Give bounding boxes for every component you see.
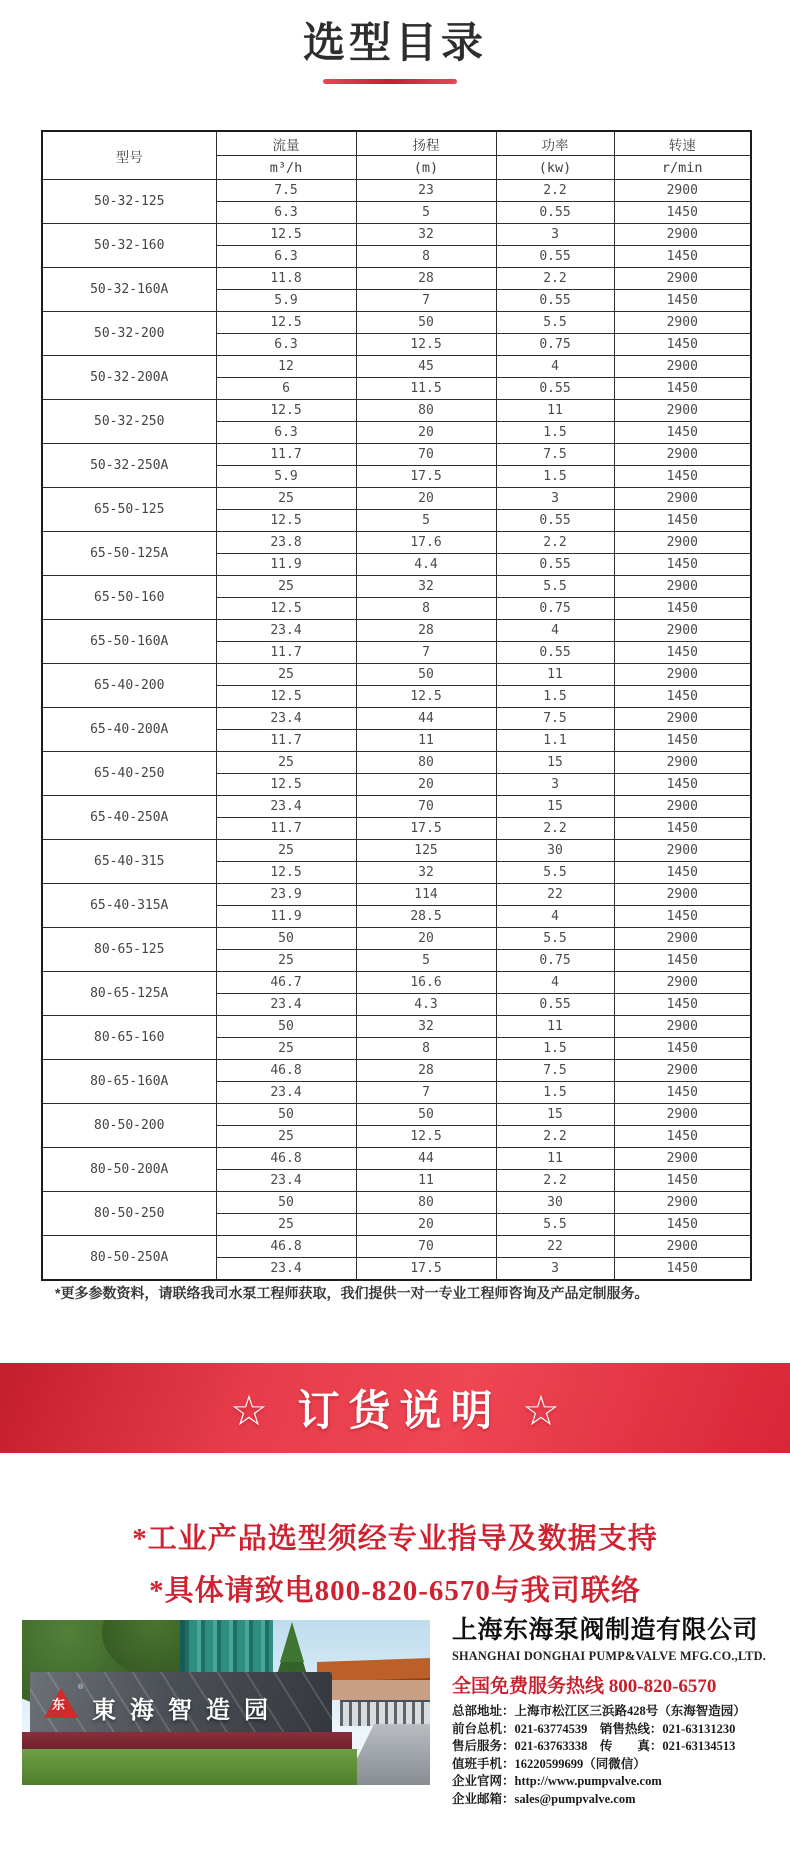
pine-tree-icon (280, 1622, 304, 1662)
value-cell: 2900 (614, 576, 751, 598)
value-cell: 1450 (614, 686, 751, 708)
value-cell: 11.7 (216, 642, 356, 664)
value-cell: 2900 (614, 1104, 751, 1126)
value-cell: 11.9 (216, 554, 356, 576)
value-cell: 12.5 (216, 510, 356, 532)
value-cell: 3 (496, 774, 614, 796)
column-header-flow: 流量 (216, 131, 356, 156)
value-cell: 32 (356, 224, 496, 246)
value-cell: 1.1 (496, 730, 614, 752)
column-header-head: 扬程 (356, 131, 496, 156)
value-cell: 30 (496, 1192, 614, 1214)
value-cell: 12.5 (216, 224, 356, 246)
value-cell: 2900 (614, 1060, 751, 1082)
contact-website: 企业官网：http://www.pumpvalve.com (452, 1774, 662, 1788)
value-cell: 2900 (614, 1236, 751, 1258)
value-cell: 17.5 (356, 818, 496, 840)
contact-front-desk: 前台总机：021-63774539 销售热线：021-63131230 (452, 1721, 736, 1736)
building-wall-icon (322, 1680, 430, 1700)
value-cell: 1450 (614, 290, 751, 312)
table-row (42, 664, 751, 686)
value-cell: 6.3 (216, 246, 356, 268)
value-cell: 0.55 (496, 202, 614, 224)
value-cell: 70 (356, 796, 496, 818)
table-row (42, 224, 751, 246)
table-row (42, 1236, 751, 1258)
column-header-model: 型号 (42, 131, 216, 180)
model-cell: 50-32-250 (42, 400, 216, 444)
value-cell: 23.4 (216, 1170, 356, 1192)
model-cell: 80-65-160A (42, 1060, 216, 1104)
value-cell: 3 (496, 224, 614, 246)
value-cell: 1450 (614, 202, 751, 224)
value-cell: 25 (216, 1126, 356, 1148)
value-cell: 11.8 (216, 268, 356, 290)
contact-address: 总部地址：上海市松江区三浜路428号（东海智造园） (452, 1704, 746, 1718)
selection-table-body (42, 180, 751, 1281)
value-cell: 25 (216, 576, 356, 598)
value-cell: 11.7 (216, 818, 356, 840)
unit-power: (kw) (496, 156, 614, 180)
table-row (42, 1192, 751, 1214)
model-cell: 65-50-125A (42, 532, 216, 576)
value-cell: 32 (356, 576, 496, 598)
model-cell: 65-40-200 (42, 664, 216, 708)
value-cell: 0.55 (496, 246, 614, 268)
value-cell: 2900 (614, 312, 751, 334)
model-cell: 65-50-125 (42, 488, 216, 532)
value-cell: 8 (356, 246, 496, 268)
value-cell: 7.5 (216, 180, 356, 202)
value-cell: 2900 (614, 708, 751, 730)
value-cell: 6.3 (216, 422, 356, 444)
table-row (42, 1104, 751, 1126)
value-cell: 2900 (614, 1148, 751, 1170)
value-cell: 1450 (614, 1258, 751, 1281)
sign-wall (30, 1672, 332, 1736)
value-cell: 20 (356, 774, 496, 796)
table-row (42, 576, 751, 598)
value-cell: 80 (356, 400, 496, 422)
value-cell: 11 (356, 730, 496, 752)
model-cell: 80-50-200A (42, 1148, 216, 1192)
value-cell: 46.7 (216, 972, 356, 994)
table-row (42, 268, 751, 290)
value-cell: 16.6 (356, 972, 496, 994)
value-cell: 1450 (614, 1082, 751, 1104)
value-cell: 2900 (614, 928, 751, 950)
value-cell: 6.3 (216, 202, 356, 224)
value-cell: 1450 (614, 598, 751, 620)
sign-text: 東海智造园 (92, 1697, 282, 1724)
value-cell: 2900 (614, 400, 751, 422)
model-cell: 80-65-125A (42, 972, 216, 1016)
table-row (42, 356, 751, 378)
table-row (42, 532, 751, 554)
model-cell: 65-40-250A (42, 796, 216, 840)
value-cell: 22 (496, 1236, 614, 1258)
value-cell: 4.3 (356, 994, 496, 1016)
value-cell: 2900 (614, 356, 751, 378)
value-cell: 3 (496, 1258, 614, 1281)
value-cell: 125 (356, 840, 496, 862)
value-cell: 7.5 (496, 444, 614, 466)
value-cell: 2900 (614, 444, 751, 466)
value-cell: 114 (356, 884, 496, 906)
value-cell: 2900 (614, 1016, 751, 1038)
value-cell: 12.5 (216, 598, 356, 620)
gate-fence-icon (340, 1700, 430, 1726)
value-cell: 5.5 (496, 928, 614, 950)
order-note-guidance: *工业产品选型须经专业指导及数据支持 (132, 1523, 658, 1555)
table-row (42, 180, 751, 202)
value-cell: 23.4 (216, 620, 356, 642)
table-row (42, 928, 751, 950)
value-cell: 1.5 (496, 1038, 614, 1060)
value-cell: 80 (356, 752, 496, 774)
value-cell: 32 (356, 1016, 496, 1038)
value-cell: 0.55 (496, 510, 614, 532)
contact-after-sales: 售后服务：021-63763338 传 真：021-63134513 (452, 1739, 736, 1753)
order-note-phone: *具体请致电800-820-6570与我司联络 (149, 1575, 641, 1607)
value-cell: 20 (356, 1214, 496, 1236)
value-cell: 1450 (614, 1170, 751, 1192)
value-cell: 1.5 (496, 466, 614, 488)
value-cell: 2900 (614, 532, 751, 554)
unit-head: (m) (356, 156, 496, 180)
value-cell: 1450 (614, 950, 751, 972)
value-cell: 11 (496, 1016, 614, 1038)
value-cell: 4.4 (356, 554, 496, 576)
value-cell: 32 (356, 862, 496, 884)
model-cell: 65-40-315 (42, 840, 216, 884)
value-cell: 1450 (614, 466, 751, 488)
value-cell: 23.9 (216, 884, 356, 906)
value-cell: 1450 (614, 334, 751, 356)
value-cell: 5.9 (216, 466, 356, 488)
unit-flow: m³/h (216, 156, 356, 180)
value-cell: 25 (216, 950, 356, 972)
value-cell: 44 (356, 708, 496, 730)
value-cell: 1450 (614, 730, 751, 752)
value-cell: 23.4 (216, 1258, 356, 1281)
value-cell: 11 (496, 400, 614, 422)
value-cell: 50 (356, 1104, 496, 1126)
model-cell: 80-50-250A (42, 1236, 216, 1281)
value-cell: 1450 (614, 1038, 751, 1060)
contact-list (452, 1703, 764, 1808)
value-cell: 11.9 (216, 906, 356, 928)
value-cell: 1450 (614, 1126, 751, 1148)
value-cell: 12.5 (216, 686, 356, 708)
table-row (42, 400, 751, 422)
company-name-cn: 上海东海泵阀制造有限公司 (452, 1616, 759, 1644)
table-row (42, 444, 751, 466)
value-cell: 2900 (614, 488, 751, 510)
value-cell: 2900 (614, 840, 751, 862)
table-row (42, 884, 751, 906)
value-cell: 11 (356, 1170, 496, 1192)
value-cell: 11 (496, 664, 614, 686)
table-row (42, 972, 751, 994)
table-row (42, 840, 751, 862)
model-cell: 65-50-160A (42, 620, 216, 664)
value-cell: 20 (356, 422, 496, 444)
value-cell: 25 (216, 488, 356, 510)
value-cell: 50 (356, 312, 496, 334)
column-header-power: 功率 (496, 131, 614, 156)
value-cell: 5 (356, 510, 496, 532)
value-cell: 4 (496, 906, 614, 928)
value-cell: 5.5 (496, 312, 614, 334)
value-cell: 23 (356, 180, 496, 202)
value-cell: 12.5 (216, 400, 356, 422)
value-cell: 12.5 (356, 686, 496, 708)
value-cell: 11.7 (216, 730, 356, 752)
value-cell: 2900 (614, 180, 751, 202)
value-cell: 46.8 (216, 1060, 356, 1082)
value-cell: 1450 (614, 994, 751, 1016)
value-cell: 25 (216, 1214, 356, 1236)
table-row (42, 488, 751, 510)
value-cell: 11.7 (216, 444, 356, 466)
value-cell: 0.55 (496, 554, 614, 576)
value-cell: 8 (356, 598, 496, 620)
value-cell: 15 (496, 1104, 614, 1126)
value-cell: 1450 (614, 642, 751, 664)
value-cell: 25 (216, 1038, 356, 1060)
value-cell: 20 (356, 928, 496, 950)
contact-mobile: 值班手机：16220599699（同微信） (452, 1756, 646, 1771)
value-cell: 2900 (614, 752, 751, 774)
value-cell: 23.4 (216, 1082, 356, 1104)
table-header-row (42, 131, 751, 156)
model-cell: 50-32-125 (42, 180, 216, 224)
value-cell: 12.5 (356, 334, 496, 356)
model-cell: 65-40-250 (42, 752, 216, 796)
value-cell: 5.5 (496, 862, 614, 884)
value-cell: 50 (216, 1104, 356, 1126)
value-cell: 7.5 (496, 708, 614, 730)
value-cell: 12.5 (216, 312, 356, 334)
value-cell: 2900 (614, 972, 751, 994)
value-cell: 8 (356, 1038, 496, 1060)
value-cell: 3 (496, 488, 614, 510)
value-cell: 28 (356, 620, 496, 642)
value-cell: 17.5 (356, 1258, 496, 1281)
model-cell: 50-32-200 (42, 312, 216, 356)
value-cell: 30 (496, 840, 614, 862)
company-name-en: SHANGHAI DONGHAI PUMP&VALVE MFG.CO.,LTD. (452, 1649, 766, 1663)
value-cell: 15 (496, 752, 614, 774)
value-cell: 1450 (614, 378, 751, 400)
value-cell: 1450 (614, 554, 751, 576)
table-row (42, 1060, 751, 1082)
value-cell: 11 (496, 1148, 614, 1170)
model-cell: 80-50-200 (42, 1104, 216, 1148)
order-instructions-banner (0, 1363, 790, 1453)
value-cell: 1450 (614, 774, 751, 796)
value-cell: 28 (356, 268, 496, 290)
model-cell: 65-50-160 (42, 576, 216, 620)
table-row (42, 312, 751, 334)
value-cell: 2900 (614, 224, 751, 246)
value-cell: 0.55 (496, 290, 614, 312)
value-cell: 2.2 (496, 1170, 614, 1192)
value-cell: 1450 (614, 422, 751, 444)
value-cell: 80 (356, 1192, 496, 1214)
value-cell: 2900 (614, 620, 751, 642)
page-title: 选型目录 (302, 19, 487, 66)
value-cell: 17.5 (356, 466, 496, 488)
value-cell: 2900 (614, 884, 751, 906)
value-cell: 50 (356, 664, 496, 686)
value-cell: 6.3 (216, 334, 356, 356)
value-cell: 1.5 (496, 686, 614, 708)
model-cell: 80-65-160 (42, 1016, 216, 1060)
unit-speed: r/min (614, 156, 751, 180)
value-cell: 25 (216, 840, 356, 862)
value-cell: 0.75 (496, 598, 614, 620)
value-cell: 1450 (614, 246, 751, 268)
model-cell: 50-32-250A (42, 444, 216, 488)
value-cell: 1450 (614, 906, 751, 928)
table-row (42, 752, 751, 774)
registered-trademark-icon: ® (78, 1684, 84, 1691)
value-cell: 20 (356, 488, 496, 510)
table-row (42, 1148, 751, 1170)
value-cell: 23.4 (216, 994, 356, 1016)
value-cell: 50 (216, 1192, 356, 1214)
value-cell: 22 (496, 884, 614, 906)
value-cell: 1450 (614, 1214, 751, 1236)
model-cell: 65-40-200A (42, 708, 216, 752)
model-cell: 50-32-160 (42, 224, 216, 268)
value-cell: 12.5 (356, 1126, 496, 1148)
value-cell: 2.2 (496, 180, 614, 202)
value-cell: 6 (216, 378, 356, 400)
value-cell: 70 (356, 1236, 496, 1258)
value-cell: 50 (216, 928, 356, 950)
value-cell: 4 (496, 972, 614, 994)
value-cell: 7 (356, 1082, 496, 1104)
value-cell: 2900 (614, 268, 751, 290)
title-underline-divider (323, 79, 457, 84)
value-cell: 46.8 (216, 1148, 356, 1170)
value-cell: 44 (356, 1148, 496, 1170)
value-cell: 0.75 (496, 334, 614, 356)
value-cell: 12.5 (216, 862, 356, 884)
value-cell: 2.2 (496, 1126, 614, 1148)
value-cell: 11.5 (356, 378, 496, 400)
table-row (42, 796, 751, 818)
value-cell: 46.8 (216, 1236, 356, 1258)
value-cell: 4 (496, 356, 614, 378)
value-cell: 15 (496, 796, 614, 818)
value-cell: 0.75 (496, 950, 614, 972)
value-cell: 25 (216, 664, 356, 686)
value-cell: 5.5 (496, 576, 614, 598)
model-cell: 80-65-125 (42, 928, 216, 972)
value-cell: 0.55 (496, 378, 614, 400)
value-cell: 23.4 (216, 708, 356, 730)
model-cell: 65-40-315A (42, 884, 216, 928)
value-cell: 1450 (614, 510, 751, 532)
factory-photo (22, 1620, 430, 1785)
value-cell: 2900 (614, 1192, 751, 1214)
value-cell: 2.2 (496, 268, 614, 290)
value-cell: 5 (356, 202, 496, 224)
value-cell: 12 (216, 356, 356, 378)
value-cell: 2900 (614, 664, 751, 686)
value-cell: 1450 (614, 818, 751, 840)
value-cell: 23.4 (216, 796, 356, 818)
value-cell: 2.2 (496, 532, 614, 554)
value-cell: 0.55 (496, 642, 614, 664)
table-row (42, 1016, 751, 1038)
value-cell: 23.8 (216, 532, 356, 554)
model-cell: 50-32-160A (42, 268, 216, 312)
value-cell: 1.5 (496, 422, 614, 444)
model-cell: 80-50-250 (42, 1192, 216, 1236)
value-cell: 7 (356, 642, 496, 664)
table-footnote: *更多参数资料，请联络我司水泵工程师获取，我们提供一对一专业工程师咨询及产品定制服务。 (55, 1285, 649, 1301)
value-cell: 50 (216, 1016, 356, 1038)
model-cell: 50-32-200A (42, 356, 216, 400)
value-cell: 25 (216, 752, 356, 774)
value-cell: 45 (356, 356, 496, 378)
service-hotline: 全国免费服务热线 800-820-6570 (452, 1676, 717, 1697)
value-cell: 7.5 (496, 1060, 614, 1082)
table-row (42, 620, 751, 642)
value-cell: 2900 (614, 796, 751, 818)
value-cell: 2.2 (496, 818, 614, 840)
value-cell: 5.5 (496, 1214, 614, 1236)
value-cell: 5 (356, 950, 496, 972)
company-logo-mark: 东 (52, 1697, 66, 1712)
contact-email: 企业邮箱：sales@pumpvalve.com (452, 1791, 636, 1806)
value-cell: 28 (356, 1060, 496, 1082)
value-cell: 1.5 (496, 1082, 614, 1104)
company-info-block (452, 1610, 764, 1808)
table-row (42, 708, 751, 730)
value-cell: 7 (356, 290, 496, 312)
value-cell: 12.5 (216, 774, 356, 796)
pump-selection-table (41, 130, 752, 1281)
value-cell: 0.55 (496, 994, 614, 1016)
column-header-speed: 转速 (614, 131, 751, 156)
value-cell: 1450 (614, 862, 751, 884)
grass-icon (22, 1749, 357, 1785)
order-banner-title: ☆ 订货说明 ☆ (230, 1387, 569, 1434)
value-cell: 70 (356, 444, 496, 466)
value-cell: 17.6 (356, 532, 496, 554)
value-cell: 4 (496, 620, 614, 642)
value-cell: 5.9 (216, 290, 356, 312)
value-cell: 28.5 (356, 906, 496, 928)
